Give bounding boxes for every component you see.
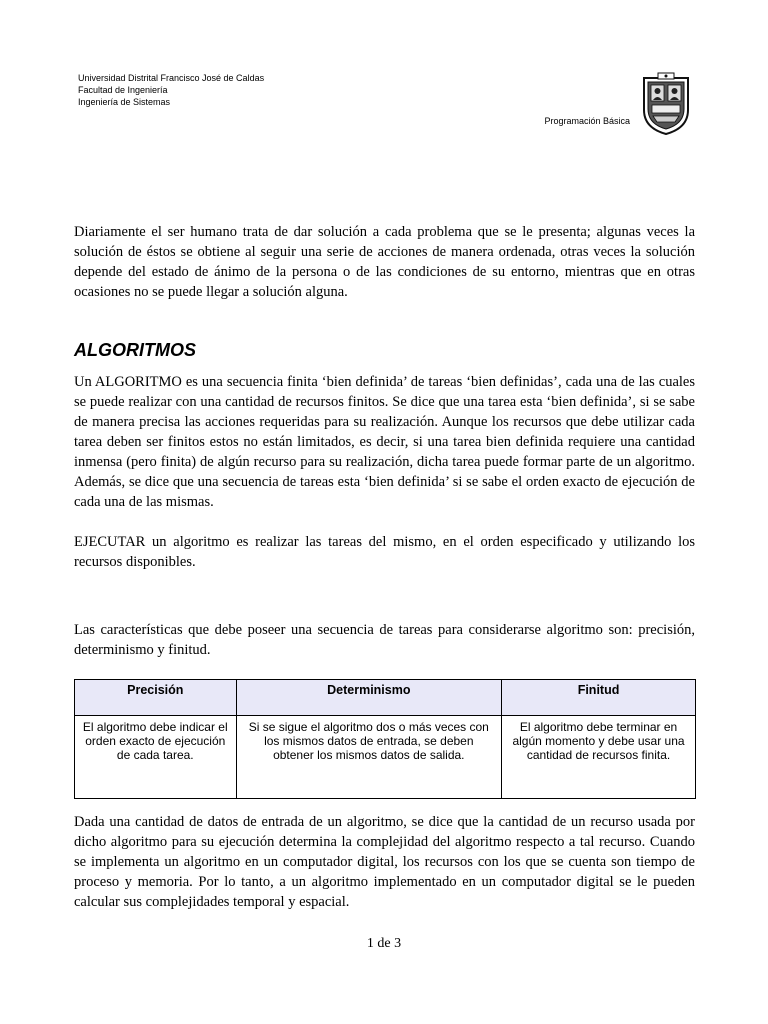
table-cell-finiteness: El algoritmo debe terminar en algún momento y debe usar una cantidad de recursos finita.	[502, 716, 696, 799]
section-heading: ALGORITMOS	[74, 340, 196, 360]
characteristics-paragraph: Las características que debe poseer una secuencia de tareas para considerarse algoritmo son: precisión, determinismo y finitud.	[74, 622, 695, 658]
table-header-finiteness: Finitud	[502, 680, 696, 716]
characteristics-table	[74, 679, 696, 799]
complexity-paragraph: Dada una cantidad de datos de entrada de un algoritmo, se dice que la cantidad de un recurso usada por dicho algoritmo para su ejecución determina la complejidad del algoritmo respecto a tal recurso. Cuando se implementa un algoritmo en un computador digital, los recursos con los que se cuenta son tiempo de proceso y memoria. Por lo tanto, a un algoritmo implementado en un computador digital se le pueden calcular sus complejidades temporal y espacial.	[74, 814, 695, 910]
institution-name: Universidad Distrital Francisco José de Caldas	[78, 73, 265, 83]
table-header-row	[75, 680, 696, 716]
table-header-determinism: Determinismo	[236, 680, 502, 716]
table-cell-precision: El algoritmo debe indicar el orden exacto de ejecución de cada tarea.	[75, 716, 237, 799]
faculty-name: Facultad de Ingeniería	[78, 85, 168, 95]
page-number: 1 de 3	[366, 936, 402, 951]
table-cell-determinism: Si se sigue el algoritmo dos o más veces con los mismos datos de entrada, se deben obtener los mismos datos de salida.	[236, 716, 502, 799]
program-name: Ingeniería de Sistemas	[78, 97, 171, 107]
definition-paragraph: Un ALGORITMO es una secuencia finita ‘bien definida’ de tareas ‘bien definidas’, cada una de las cuales se puede realizar con una cantidad de recursos finitos. Se dice que una tarea esta ‘bien definida’, si se sabe de manera precisa las acciones requeridas para su realización. Aunque los recursos que debe utilizar cada tarea deben ser finitos estos no están limitados, es decir, si una tarea bien definida requiere una cantidad inmensa (pero finita) de algún recurso para su realización, dicha tarea puede formar parte de un algoritmo. Además, se dice que una secuencia de tareas esta ‘bien definida’ si se sabe el orden exacto de ejecución de cada una de las mismas.	[74, 374, 695, 510]
header-institution-block	[78, 72, 264, 108]
course-title: Programación Básica	[544, 116, 630, 126]
intro-paragraph: Diariamente el ser humano trata de dar solución a cada problema que se le presenta; algunas veces la solución de éstos se obtiene al seguir una serie de acciones de manera ordenada, otras veces la solución depende del estado de ánimo de la persona o de las condiciones de su entorno, mientras que en otras ocasiones no se puede llegar a solución alguna.	[74, 224, 695, 300]
table-row	[75, 716, 696, 799]
table-header-precision: Precisión	[75, 680, 237, 716]
execute-paragraph: EJECUTAR un algoritmo es realizar las tareas del mismo, en el orden especificado y utilizando los recursos disponibles.	[74, 534, 695, 570]
university-seal-logo	[640, 72, 692, 136]
